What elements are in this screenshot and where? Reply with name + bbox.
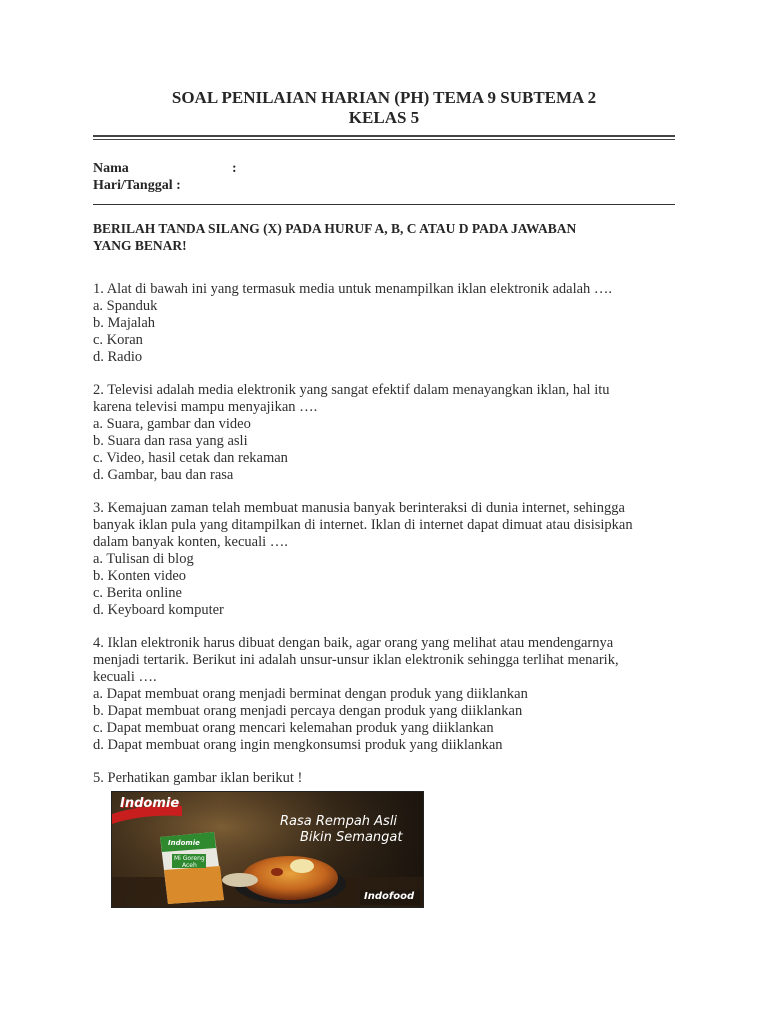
option-c: c. Koran [93,332,143,348]
option-b: b. Majalah [93,315,156,331]
student-identity [93,160,675,194]
indomie-logo: Indomie [120,796,180,811]
question-text: karena televisi mampu menyajikan …. [93,399,318,415]
question-text: 5. Perhatikan gambar iklan berikut ! [93,770,303,786]
option-a: a. Spanduk [93,298,158,314]
advertisement-image [111,791,424,908]
worksheet [93,0,675,787]
question-2 [93,382,675,484]
instruction-line-2: YANG BENAR! [93,238,187,253]
question-text: banyak iklan pula yang ditampilkan di internet. Iklan di internet dapat dimuat atau disisipkan [93,517,633,533]
pack-variant-line-2: Aceh [182,862,197,869]
option-d: d. Dapat membuat orang ingin mengkonsumsi produk yang diiklankan [93,737,503,753]
question-text: 2. Televisi adalah media elektronik yang sangat efektif dalam menayangkan iklan, hal itu [93,382,610,398]
ad-slogan-line-1: Rasa Rempah Asli [280,814,398,829]
question-text: kecuali …. [93,669,157,685]
option-d: d. Keyboard komputer [93,602,224,618]
question-text: menjadi tertarik. Berikut ini adalah unsur-unsur iklan elektronik sehingga terlihat menarik, [93,652,619,668]
option-d: d. Radio [93,349,143,365]
question-5 [93,770,675,787]
option-a: a. Tulisan di blog [93,551,194,567]
name-label: Nama [93,161,129,176]
title-line-2: KELAS 5 [348,108,420,127]
option-b: b. Konten video [93,568,187,584]
question-text: dalam banyak konten, kecuali …. [93,534,288,550]
indofood-logo: Indofood [364,891,415,902]
instruction-text [93,220,675,254]
option-c: c. Dapat membuat orang mencari kelemahan produk yang diiklankan [93,720,494,736]
option-a: a. Suara, gambar dan video [93,416,251,432]
title-line-1: SOAL PENILAIAN HARIAN (PH) TEMA 9 SUBTEMA 2 [171,88,597,107]
question-1 [93,281,675,366]
title-divider [93,135,675,140]
option-c: c. Video, hasil cetak dan rekaman [93,450,288,466]
question-3 [93,500,675,619]
question-text: 1. Alat di bawah ini yang termasuk media untuk menampilkan iklan elektronik adalah …. [93,281,613,297]
name-colon: : [232,161,237,176]
option-c: c. Berita online [93,585,182,601]
ad-slogan-line-2: Bikin Semangat [300,830,403,845]
question-text: 3. Kemajuan zaman telah membuat manusia banyak berinteraksi di dunia internet, sehingga [93,500,625,516]
instruction-line-1: BERILAH TANDA SILANG (X) PADA HURUF A, B, C ATAU D PADA JAWABAN [93,221,577,236]
question-text: 4. Iklan elektronik harus dibuat dengan baik, agar orang yang melihat atau mendengarnya [93,635,614,651]
date-label: Hari/Tanggal : [93,178,181,193]
question-4 [93,635,675,754]
option-a: a. Dapat membuat orang menjadi berminat dengan produk yang diiklankan [93,686,528,702]
worksheet-title [93,88,675,128]
option-d: d. Gambar, bau dan rasa [93,467,234,483]
identity-divider [93,204,675,205]
option-b: b. Suara dan rasa yang asli [93,433,248,449]
pack-brand: Indomie [168,839,200,847]
pack-variant-line-1: Mi Goreng [174,855,205,862]
option-b: b. Dapat membuat orang menjadi percaya dengan produk yang diiklankan [93,703,523,719]
